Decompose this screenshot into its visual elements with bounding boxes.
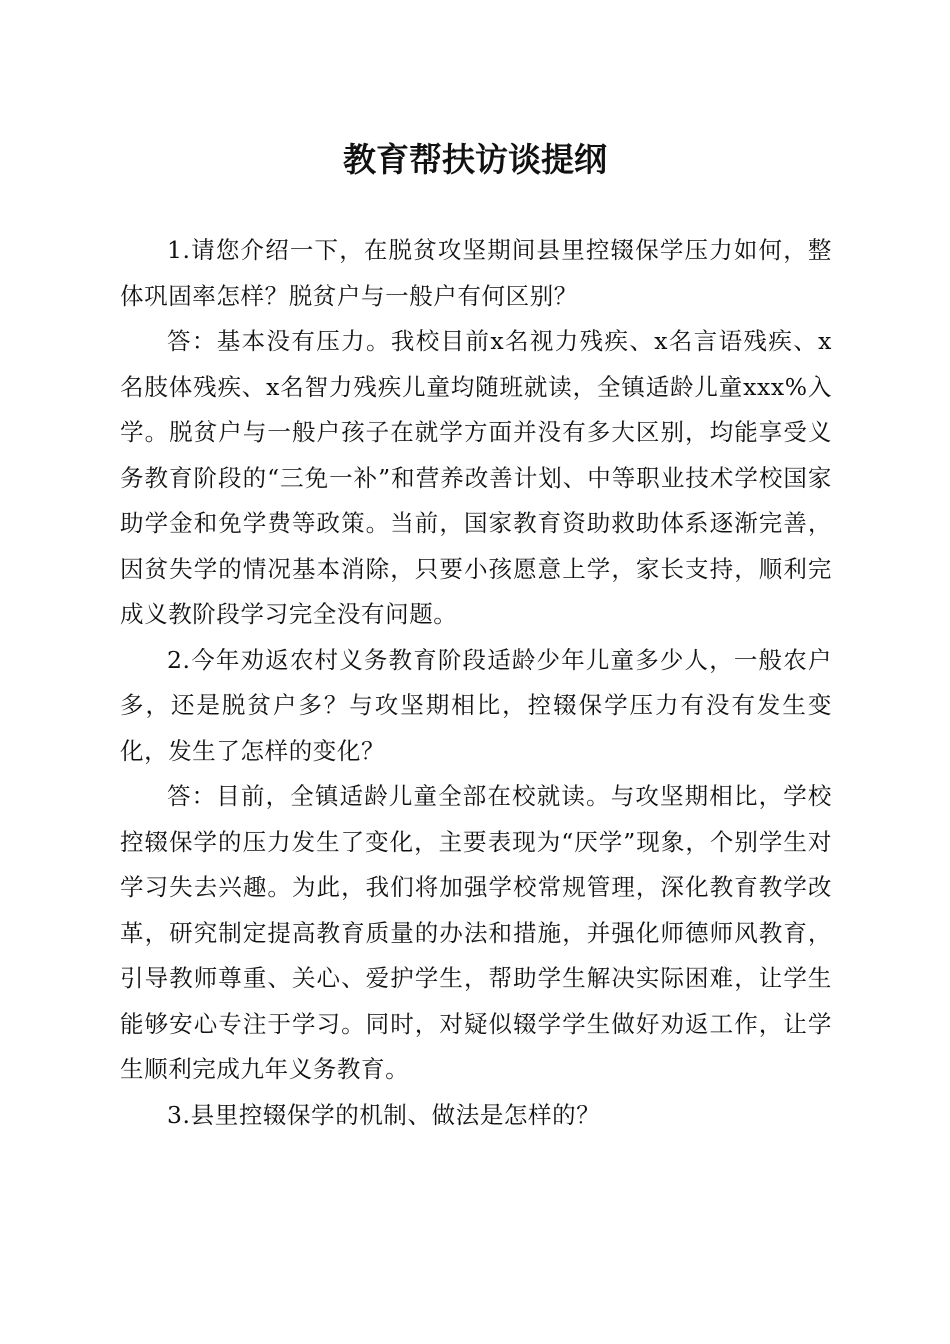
document-body (120, 228, 832, 1138)
question-1: 1.请您介绍一下，在脱贫攻坚期间县里控辍保学压力如何，整体巩固率怎样？脱贫户与一般户有何区别？ (120, 236, 832, 310)
answer-1: 答：基本没有压力。我校目前x名视力残疾、x名言语残疾、x名肢体残疾、x名智力残疾儿童均随班就读，全镇适龄儿童xxx%入学。脱贫户与一般户孩子在就学方面并没有多大区别，均能享受义务教育阶段的“三免一补”和营养改善计划、中等职业技术学校国家助学金和免学费等政策。当前，国家教育资助救助体系逐渐完善，因贫失学的情况基本消除，只要小孩愿意上学，家长支持，顺利完成义教阶段学习完全没有问题。 (120, 327, 832, 628)
answer-2: 答：目前，全镇适龄儿童全部在校就读。与攻坚期相比，学校控辍保学的压力发生了变化，主要表现为“厌学”现象，个别学生对学习失去兴趣。为此，我们将加强学校常规管理，深化教育教学改革，研究制定提高教育质量的办法和措施，并强化师德师风教育，引导教师尊重、关心、爱护学生，帮助学生解决实际困难，让学生能够安心专注于学习。同时，对疑似辍学学生做好劝返工作，让学生顺利完成九年义务教育。 (120, 782, 832, 1083)
document-title: 教育帮扶访谈提纲 (343, 140, 607, 179)
question-3: 3.县里控辍保学的机制、做法是怎样的？ (167, 1100, 601, 1129)
question-2: 2.今年劝返农村义务教育阶段适龄少年儿童多少人，一般农户多，还是脱贫户多？与攻坚期相比，控辍保学压力有没有发生变化，发生了怎样的变化？ (120, 645, 832, 765)
